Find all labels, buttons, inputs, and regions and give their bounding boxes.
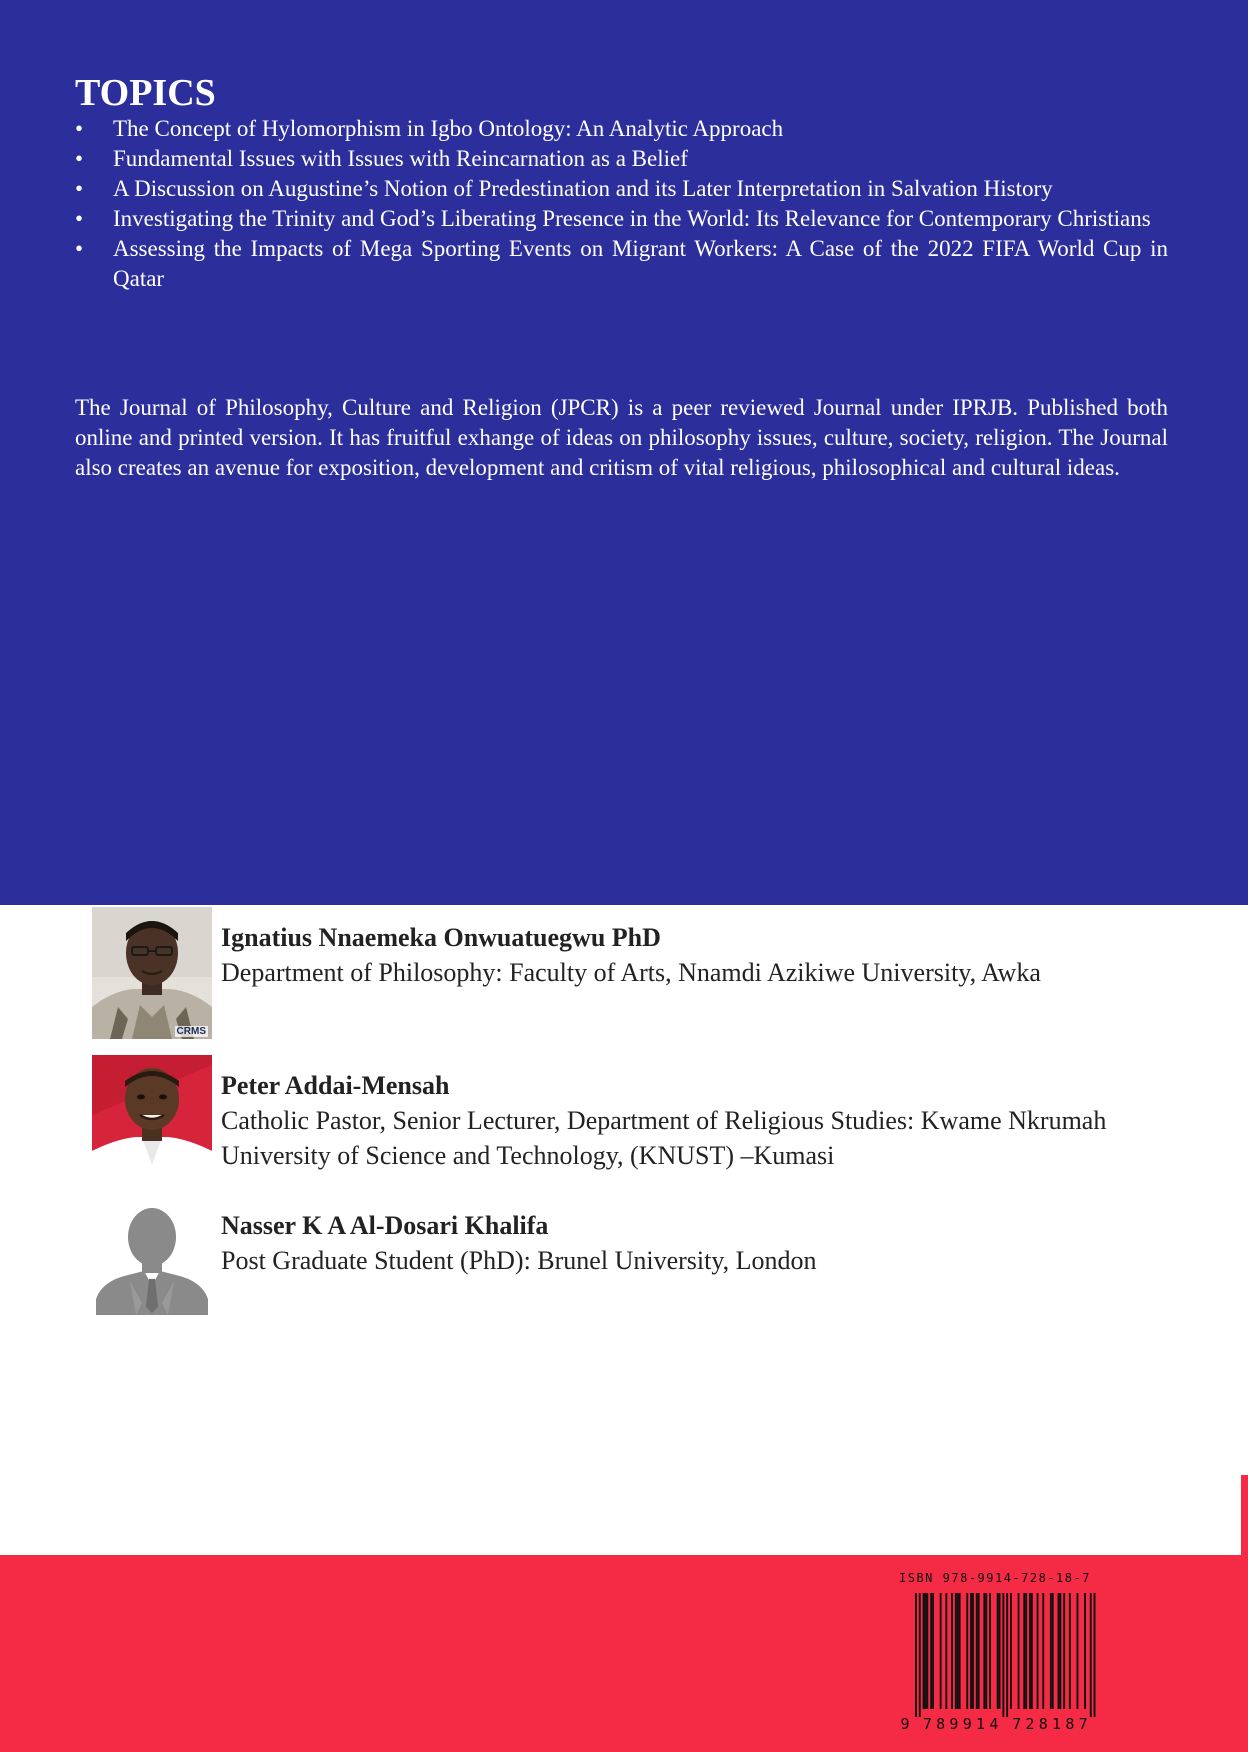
barcode [893,1569,1119,1733]
author-card [92,907,1192,1039]
topic-item [75,144,1168,174]
barcode-bar [1059,1593,1061,1709]
barcode-bar [1010,1593,1012,1709]
barcode-bar [1094,1593,1096,1717]
barcode-bar [997,1593,999,1709]
edge-marker [1241,1475,1248,1555]
barcode-bar [1018,1593,1020,1709]
barcode-bar [925,1593,927,1709]
author-details [221,921,1181,990]
barcode-bar [978,1593,980,1709]
topic-item [75,234,1168,294]
author-name: Ignatius Nnaemeka Onwuatuegwu PhD [221,923,661,952]
barcode-bar [985,1593,987,1709]
barcode-digit: 9 [900,1715,910,1733]
barcode-bar [923,1593,925,1709]
author-card [92,1055,1192,1187]
barcode-digit: 7 [1078,1715,1088,1733]
barcode-bar [1084,1593,1086,1709]
barcode-bar [1090,1593,1092,1717]
barcode-bar [966,1593,968,1709]
author-photo [92,1055,212,1175]
barcode-bar [930,1593,932,1709]
topic-text: Fundamental Issues with Issues with Reincarnation as a Belief [113,146,688,171]
barcode-digit: 8 [1038,1715,1048,1733]
topic-item [75,114,1168,144]
barcode-bar [926,1593,928,1709]
barcode-bar [951,1593,953,1709]
barcode-bar [1002,1593,1004,1717]
barcode-bar [959,1593,961,1709]
barcode-bar [1077,1593,1079,1709]
barcode-digit: 9 [962,1715,972,1733]
bullet-icon: • [75,206,84,231]
topic-item [75,174,1168,204]
author-photo [92,907,212,1039]
portrait-icon [92,1055,212,1175]
topic-item [75,204,1168,234]
journal-description: The Journal of Philosophy, Culture and Religion (JPCR) is a peer reviewed Journal under IPRJB. Published both online and printed version. It has fruitful exhange of ideas on philosophy issues, culture, society, religion. The Journal also creates an avenue for exposition, development and critism of vital religious, philosophical and cultural ideas. [75,395,1168,480]
barcode-bar [999,1593,1001,1709]
barcode-digit: 8 [1065,1715,1075,1733]
author-affiliation: Catholic Pastor, Senior Lecturer, Department of Religious Studies: Kwame Nkrumah University of Science and Technology, (KNUST) –Kumasi [221,1106,1107,1170]
barcode-bar [1031,1593,1033,1709]
photo-badge: CRMS [176,1026,206,1037]
barcode-bar [955,1593,957,1709]
author-details [221,1069,1181,1173]
person-silhouette-icon [92,1195,212,1315]
barcode-bar [1063,1593,1065,1709]
author-affiliation: Department of Philosophy: Faculty of Arts, Nnamdi Azikiwe University, Awka [221,958,1041,987]
topic-text: A Discussion on Augustine’s Notion of Predestination and its Later Interpretation in Salvation History [113,176,1053,201]
barcode-digit: 7 [1012,1715,1022,1733]
author-photo [92,1195,212,1327]
barcode-bar [1042,1593,1044,1709]
barcode-bar [970,1593,972,1709]
author-name: Nasser K A Al-Dosari Khalifa [221,1211,549,1240]
barcode-digit: 1 [1052,1715,1062,1733]
barcode-bar [1052,1593,1054,1709]
bullet-icon: • [75,176,84,201]
barcode-digit: 1 [976,1715,986,1733]
barcode-bar [1029,1593,1031,1709]
topics-list [75,114,1168,294]
barcode-bar [915,1593,917,1717]
barcode-digit: 4 [989,1715,999,1733]
barcode-bar [1069,1593,1071,1709]
portrait-icon [92,907,212,1039]
barcode-bar [957,1593,959,1709]
barcode-bar [983,1593,985,1709]
author-card [92,1195,1192,1327]
barcode-bar [1025,1593,1027,1709]
barcode-bar [940,1593,942,1709]
barcode-bar [1058,1593,1060,1709]
topic-text: Assessing the Impacts of Mega Sporting Events on Migrant Workers: A Case of the 2022 FIFA World Cup in Qatar [113,236,1168,291]
isbn-label: ISBN 978-9914-728-18-7 [899,1571,1091,1585]
author-details [221,1209,1181,1278]
barcode-digit: 9 [949,1715,959,1733]
barcode-digit: 2 [1025,1715,1035,1733]
barcode-bar [972,1593,974,1709]
barcode-bar [1023,1593,1025,1709]
topic-text: The Concept of Hylomorphism in Igbo Ontology: An Analytic Approach [113,116,784,141]
barcode-bar [932,1593,934,1709]
barcode-bar [1037,1593,1039,1709]
barcode-icon [893,1589,1119,1733]
bullet-icon: • [75,236,84,261]
barcode-bar [989,1593,991,1709]
topics-heading: TOPICS [75,72,216,114]
author-name: Peter Addai-Mensah [221,1071,450,1100]
bullet-icon: • [75,146,84,171]
barcode-bar [919,1593,921,1717]
author-affiliation: Post Graduate Student (PhD): Brunel University, London [221,1246,817,1275]
bullet-icon: • [75,116,84,141]
barcode-bar [976,1593,978,1709]
barcode-bar [1050,1593,1052,1709]
barcode-bar [1006,1593,1008,1717]
barcode-digit: 8 [936,1715,946,1733]
barcode-bar [945,1593,947,1709]
topic-text: Investigating the Trinity and God’s Liberating Presence in the World: Its Relevance for Contemporary Christians [113,206,1151,231]
barcode-digit: 7 [922,1715,932,1733]
